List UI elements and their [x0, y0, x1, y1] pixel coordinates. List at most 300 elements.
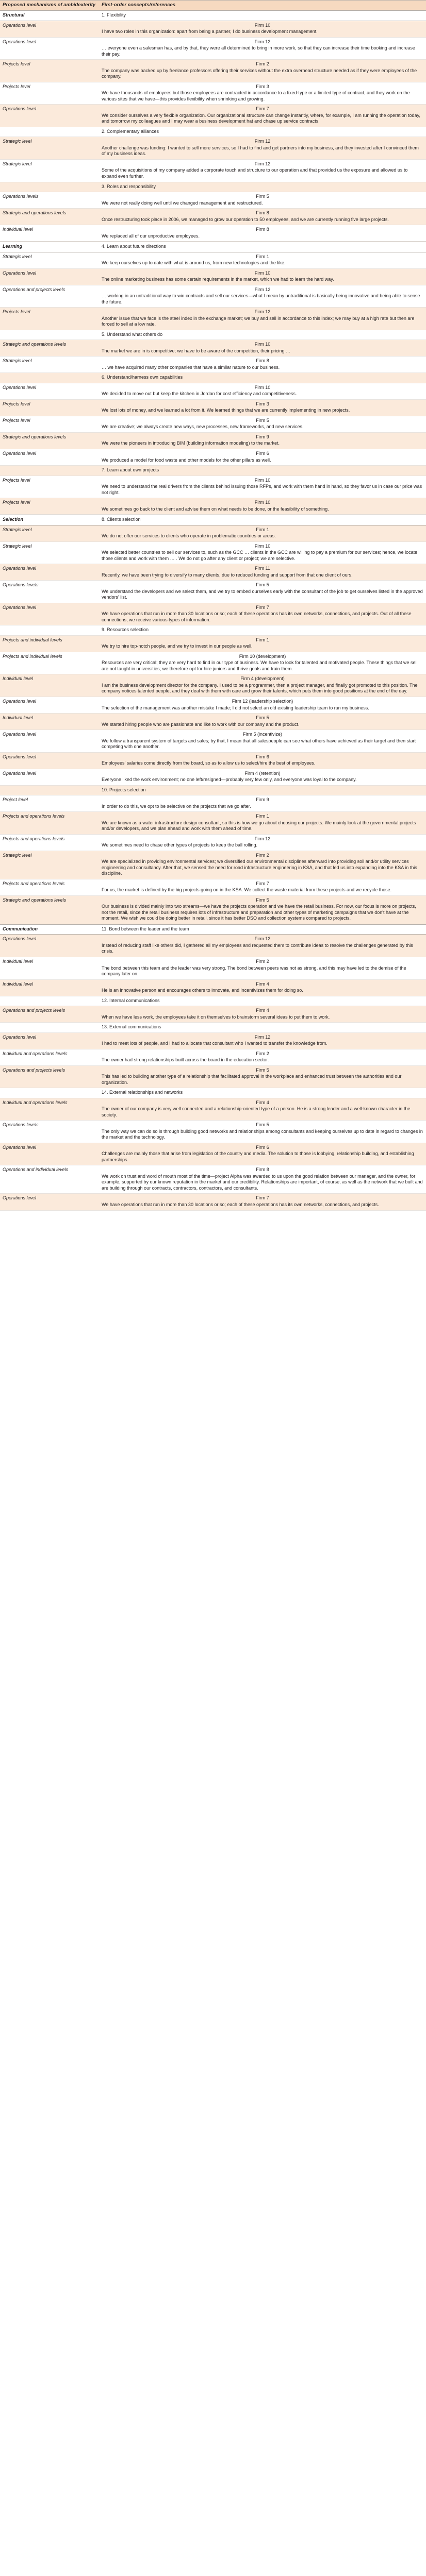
- quote-text: We work on trust and word of mouth most of the time—project Alpha was awarded to us upon the good relation between our manager, and the owner, for example, supported by our known reputation in the market and our credibility. Relationships are important, of course, as well as the network that we built and are building through our contracts, contractors, contractors, and consultants.: [102, 1173, 423, 1191]
- table-row: [0, 252, 426, 269]
- concept-heading: 13. External communications: [102, 1024, 161, 1030]
- concept-cell: [99, 786, 426, 795]
- quote-text: We replaced all of our unproductive employees.: [102, 233, 200, 239]
- concept-cell: [99, 674, 426, 697]
- mechanism-level: Operations and projects levels: [3, 286, 65, 292]
- table-row: [0, 60, 426, 82]
- table-row: [0, 957, 426, 980]
- mechanism-level: Operations level: [3, 732, 37, 737]
- quote-text: We sometimes need to chase other types of projects to keep the ball rolling.: [102, 842, 257, 848]
- mechanism-level: Strategic level: [3, 543, 32, 549]
- table-row: [0, 564, 426, 581]
- mechanism-level: Operations level: [3, 270, 37, 276]
- table-row: [0, 340, 426, 357]
- concept-cell: [99, 542, 426, 564]
- firm-label: Firm 10: [254, 270, 271, 276]
- table-row: [0, 980, 426, 996]
- concept-cell: [99, 60, 426, 82]
- table-row: [0, 400, 426, 416]
- mechanism-level: Operations and individual levels: [3, 1167, 69, 1173]
- mechanism-level: Operations levels: [3, 582, 39, 588]
- concept-cell: [99, 1165, 426, 1193]
- concept-cell: [99, 127, 426, 137]
- mechanism-level: Projects and individual levels: [3, 637, 62, 642]
- concept-cell: [99, 308, 426, 330]
- mechanism-level: Operations level: [3, 770, 37, 776]
- section-row: [0, 10, 426, 21]
- firm-label: Firm 12: [254, 139, 271, 144]
- table-row: [0, 433, 426, 449]
- firm-label: Firm 4: [256, 1008, 269, 1013]
- mechanism-level: Individual level: [3, 959, 34, 964]
- concept-cell: [99, 357, 426, 372]
- concept-cell: [99, 515, 426, 525]
- mechanism-level: [0, 996, 99, 1006]
- concept-heading: 5. Understand what others do: [102, 331, 163, 337]
- concept-cell: [99, 1194, 426, 1210]
- mechanism-level: Operations level: [3, 1034, 37, 1040]
- section-row: [0, 182, 426, 193]
- concept-cell: [99, 935, 426, 957]
- quote-text: The company was backed up by freelance professors offering their services without the extra overhead structure needed as if they were employees of the company.: [102, 67, 417, 79]
- firm-label: Firm 1: [256, 814, 269, 819]
- quote-text: We have thousands of employees but those employees are contracted in accordance to a fixed-type or a limited type of contract, and they work on the various sites that we have—this provides flexibility when shrinking and growing.: [102, 90, 410, 101]
- mechanism-level: Operations level: [3, 754, 37, 759]
- quote-text: Some of the acquisitions of my company added a corporate touch and structure to our operation and that provided us the exposure and allowed us to expand even further.: [102, 167, 408, 179]
- firm-label: Firm 6: [256, 754, 269, 759]
- mechanism-level: Operations level: [3, 1195, 37, 1201]
- mechanism-level: Operations and projects levels: [3, 1008, 65, 1013]
- quote-text: … we have acquired many other companies that have a similar nature to our business.: [102, 364, 280, 370]
- concept-cell: [99, 1033, 426, 1049]
- section-row: [0, 127, 426, 138]
- table-row: [0, 1049, 426, 1066]
- concept-cell: [99, 498, 426, 514]
- mechanism-level: Operations level: [3, 22, 37, 28]
- quote-text: In order to do this, we opt to be selective on the projects that we go after.: [102, 803, 251, 809]
- concept-cell: [99, 730, 426, 752]
- table-row: [0, 1066, 426, 1089]
- firm-label: Firm 2: [256, 61, 269, 67]
- table-row: [0, 209, 426, 225]
- concept-cell: [99, 433, 426, 449]
- mechanism-level: Strategic and operations levels: [3, 210, 67, 216]
- firm-label: Firm 5 (incentivize): [242, 732, 282, 737]
- table-row: [0, 225, 426, 242]
- table-row: [0, 526, 426, 542]
- firm-label: Firm 12: [254, 309, 271, 315]
- firm-label: Firm 12: [254, 39, 271, 44]
- table-row: [0, 21, 426, 38]
- table-row: [0, 674, 426, 697]
- firm-label: Firm 7: [256, 880, 269, 886]
- table-row: [0, 192, 426, 209]
- mechanism-level: Operations levels: [3, 194, 39, 199]
- concept-cell: [99, 526, 426, 541]
- section-row: [0, 242, 426, 252]
- table-body: [0, 10, 426, 1210]
- concept-cell: [99, 192, 426, 208]
- concept-heading: 12. Internal communications: [102, 997, 160, 1003]
- quote-text: The bond between this team and the leader was very strong. The bond between peers was not as strong, and this may have led to the demise of the company later on.: [102, 965, 406, 977]
- firm-label: Firm 12: [254, 1034, 271, 1040]
- table-row: [0, 714, 426, 730]
- table-row: [0, 1143, 426, 1166]
- mechanism-level: Individual and operations levels: [3, 1099, 68, 1105]
- table-header: [0, 0, 426, 10]
- concept-cell: [99, 373, 426, 383]
- firm-label: Firm 5: [256, 1067, 269, 1073]
- quote-text: The selection of the management was another mistake I made; I did not select an old existing leadership team to run my business.: [102, 705, 369, 710]
- mechanism-level: Operations and projects levels: [3, 1067, 65, 1073]
- concept-cell: [99, 225, 426, 241]
- firm-label: Firm 5: [256, 1122, 269, 1128]
- mechanism-level: [0, 127, 99, 137]
- firm-label: Firm 12: [254, 286, 271, 292]
- table-row: [0, 1033, 426, 1049]
- quote-text: Employees' salaries come directly from the board, so as to allow us to select/hire the best of employees.: [102, 760, 316, 766]
- firm-label: Firm 4 (retention): [244, 770, 281, 776]
- table-row: [0, 542, 426, 565]
- section-row: [0, 625, 426, 636]
- firm-label: Firm 10: [254, 477, 271, 483]
- quote-text: We sometimes go back to the client and advise them on what needs to be done, or the feasibility of something.: [102, 506, 329, 512]
- quote-text: We need to understand the real drivers from the clients behind issuing those RFPs, and work with them hand in hand, so they favor us in case our price was not right.: [102, 484, 422, 495]
- concept-cell: [99, 1121, 426, 1143]
- concept-cell: [99, 285, 426, 308]
- table-row: [0, 498, 426, 515]
- concept-cell: [99, 383, 426, 399]
- mechanism-level: Projects and operations levels: [3, 880, 65, 886]
- concept-cell: [99, 925, 426, 935]
- table-row: [0, 416, 426, 433]
- quote-text: We were not really doing well until we changed management and restructured.: [102, 200, 263, 206]
- concept-cell: [99, 636, 426, 652]
- quote-text: I am the business development director for the company. I used to be a programmer, then a project manager, and finally got promoted to this position. The company notices talented people, and they deal with them with care and grow their talents, which puts them into good positions at the end of the day.: [102, 682, 418, 694]
- concept-cell: [99, 252, 426, 268]
- mechanism-level: Strategic level: [3, 253, 32, 259]
- table-row: [0, 449, 426, 466]
- concept-cell: [99, 697, 426, 713]
- mechanism-level: Individual level: [3, 981, 34, 987]
- mechanism-level: Communication: [3, 926, 38, 931]
- quote-text: We follow a transparent system of targets and sales; by that, I mean that all salespeople can see what others have achieved as their target and then start competing with one another.: [102, 738, 416, 750]
- section-row: [0, 786, 426, 796]
- concept-cell: [99, 714, 426, 730]
- table-row: [0, 269, 426, 285]
- firm-label: Firm 5: [256, 417, 269, 423]
- concept-cell: [99, 137, 426, 159]
- quote-text: The market we are in is competitive; we have to be aware of the competition, their pricing …: [102, 348, 291, 353]
- firm-label: Firm 6: [256, 451, 269, 456]
- firm-label: Firm 2: [256, 959, 269, 964]
- quote-text: We decided to move out but keep the kitchen in Jordan for cost efficiency and competitiveness.: [102, 391, 297, 397]
- table-row: [0, 581, 426, 603]
- firm-label: Firm 12: [254, 936, 271, 942]
- section-row: [0, 373, 426, 383]
- firm-label: Firm 8: [256, 1167, 269, 1173]
- mechanism-level: Strategic level: [3, 358, 32, 364]
- mechanism-level: Operations level: [3, 604, 37, 610]
- concept-cell: [99, 340, 426, 356]
- firm-label: Firm 4: [256, 981, 269, 987]
- quote-text: We have operations that run in more than 30 locations or so; each of these operations has its own networks, connections, and projects.: [102, 1201, 379, 1207]
- quote-text: … working in an untraditional way to win contracts and sell our services—what I mean by untraditional is basically being innovative and being able to sense the future.: [102, 293, 420, 304]
- concept-cell: [99, 269, 426, 285]
- mechanism-level: [0, 1023, 99, 1032]
- concept-heading: 9. Resources selection: [102, 627, 149, 633]
- firm-label: Firm 10 (development): [239, 653, 286, 659]
- concept-cell: [99, 1066, 426, 1088]
- firm-label: Firm 1: [256, 637, 269, 642]
- mechanism-level: Individual level: [3, 676, 34, 682]
- mechanism-level: Operations level: [3, 106, 37, 112]
- quote-text: We produced a model for food waste and other models for the other pillars as well.: [102, 457, 271, 463]
- quote-text: This has led to building another type of a relationship that facilitated approval in the workplace and enhanced trust between the authorities and our organization.: [102, 1074, 402, 1085]
- mechanism-level: Projects and operations levels: [3, 836, 65, 841]
- quote-text: We selected better countries to sell our services to, such as the GCC … clients in the GCC are willing to pay a premium for our services; hence, we locate those clients and work with them … . We do not go after any client or project; we are selective.: [102, 550, 418, 561]
- firm-label: Firm 3: [256, 401, 269, 406]
- quote-text: We understand the developers and we select them, and we try to embed ourselves early with the consultant of the job to get ourselves listed in the approved vendors' list.: [102, 588, 423, 600]
- firm-label: Firm 5: [256, 715, 269, 721]
- concept-heading: 3. Roles and responsibility: [102, 183, 156, 189]
- concept-cell: [99, 38, 426, 60]
- mechanism-level: [0, 1088, 99, 1098]
- table-row: [0, 812, 426, 835]
- firm-label: Firm 5: [256, 194, 269, 199]
- quote-text: Challenges are mainly those that arise from legislation of the country and media. The solution to those is lobbying, relationship building, and establishing partnerships.: [102, 1151, 414, 1162]
- quote-text: The only way we can do so is through building good networks and relationships among consultants and keeping ourselves up to date in regard to changes in the market and the technology.: [102, 1128, 423, 1140]
- concept-cell: [99, 416, 426, 432]
- mechanism-level: [0, 373, 99, 383]
- mechanism-level: Projects and individual levels: [3, 653, 62, 659]
- section-row: [0, 330, 426, 341]
- mechanism-level: Strategic and operations levels: [3, 434, 67, 439]
- firm-label: Firm 10: [254, 500, 271, 505]
- mechanism-level: Projects level: [3, 309, 30, 315]
- quote-text: We do not offer our services to clients who operate in problematic countries or areas.: [102, 533, 276, 539]
- quote-text: For us, the market is defined by the big projects going on in the KSA. We collect the waste material from these projects and we recycle those.: [102, 887, 392, 893]
- concept-cell: [99, 564, 426, 580]
- quote-text: The owner of our company is very well connected and a relationship-oriented type of a person. He is a strong leader and a well-known character in the society.: [102, 1106, 411, 1117]
- header-mechanisms: Proposed mechanisms of ambidexterity: [3, 2, 96, 8]
- concept-cell: [99, 835, 426, 851]
- table-row: [0, 1121, 426, 1143]
- mechanism-level: Operations level: [3, 566, 37, 571]
- mechanism-level: Projects level: [3, 500, 30, 505]
- table-row: [0, 383, 426, 400]
- table-row: [0, 896, 426, 924]
- table-row: [0, 160, 426, 182]
- mechanism-level: Strategic level: [3, 527, 32, 532]
- firm-label: Firm 8: [256, 358, 269, 364]
- concept-heading: 7. Learn about own projects: [102, 467, 159, 473]
- quote-text: We were the pioneers in introducing BIM (building information modeling) to the market.: [102, 440, 280, 446]
- table-row: [0, 1194, 426, 1210]
- table-row: [0, 285, 426, 308]
- quote-text: We are creative; we always create new ways, new processes, new frameworks, and new services.: [102, 424, 304, 430]
- concept-cell: [99, 812, 426, 834]
- concept-cell: [99, 82, 426, 105]
- mechanism-level: Projects level: [3, 83, 30, 89]
- firm-label: Firm 7: [256, 1195, 269, 1201]
- firm-label: Firm 7: [256, 604, 269, 610]
- concept-cell: [99, 753, 426, 769]
- quote-text: I had to meet lots of people, and I had to allocate that consultant who I wanted to transfer the knowledge from.: [102, 1041, 327, 1046]
- concept-cell: [99, 1098, 426, 1121]
- firm-label: Firm 10: [254, 384, 271, 390]
- quote-text: Instead of reducing staff like others did, I gathered all my employees and requested them to contribute ideas to resolve the challenges generated by this crisis.: [102, 942, 413, 954]
- concept-cell: [99, 957, 426, 979]
- firm-label: Firm 4: [256, 1099, 269, 1105]
- firm-label: Firm 12 (leadership selection): [232, 698, 293, 704]
- quote-text: We have operations that run in more than 30 locations or so; each of these operations has its own networks, connections, and projects. Out of all these connections, we receive various types of information.: [102, 611, 412, 622]
- table-row: [0, 697, 426, 714]
- mechanism-level: Structural: [3, 12, 25, 18]
- firm-label: Firm 6: [256, 1144, 269, 1150]
- firm-label: Firm 12: [254, 836, 271, 841]
- concept-cell: [99, 603, 426, 625]
- mechanism-level: Strategic level: [3, 161, 32, 166]
- concept-cell: [99, 795, 426, 811]
- table-row: [0, 795, 426, 812]
- mechanism-level: [0, 786, 99, 795]
- concept-heading: 11. Bond between the leader and the team: [102, 926, 189, 931]
- concept-cell: [99, 980, 426, 996]
- mechanism-level: [0, 330, 99, 340]
- table-row: [0, 82, 426, 105]
- concept-cell: [99, 581, 426, 603]
- quote-text: Everyone liked the work environment; no one left/resigned—probably very few only, and everyone was loyal to the company.: [102, 777, 357, 783]
- table-row: [0, 603, 426, 626]
- concept-cell: [99, 896, 426, 924]
- table-row: [0, 105, 426, 127]
- table-row: [0, 137, 426, 160]
- table-row: [0, 308, 426, 330]
- concept-cell: [99, 851, 426, 879]
- table-row: [0, 753, 426, 769]
- mechanism-level: Projects level: [3, 417, 30, 423]
- quote-text: He is an innovative person and encourages others to innovate, and incentivizes them for doing so.: [102, 988, 303, 993]
- quote-text: I have two roles in this organization: apart from being a partner, I do business development management.: [102, 29, 318, 35]
- firm-label: Firm 4 (development): [240, 676, 285, 682]
- concept-cell: [99, 1088, 426, 1098]
- firm-label: Firm 10: [254, 22, 271, 28]
- concept-cell: [99, 21, 426, 37]
- concept-cell: [99, 625, 426, 635]
- section-row: [0, 466, 426, 476]
- quote-text: We try to hire top-notch people, and we try to invest in our people as well.: [102, 643, 253, 649]
- firm-label: Firm 7: [256, 106, 269, 112]
- mechanism-level: Operations level: [3, 1144, 37, 1150]
- firm-label: Firm 2: [256, 1050, 269, 1056]
- firm-label: Firm 11: [255, 566, 270, 571]
- concept-cell: [99, 160, 426, 182]
- mechanism-level: Operations level: [3, 39, 37, 44]
- firm-label: Firm 10: [254, 342, 271, 347]
- firm-label: Firm 8: [256, 227, 269, 232]
- quote-text: Once restructuring took place in 2006, we managed to grow our operation to 50 employees, and we are currently running five large projects.: [102, 216, 389, 222]
- table-row: [0, 835, 426, 851]
- firm-label: Firm 8: [256, 210, 269, 216]
- concept-cell: [99, 652, 426, 674]
- quote-text: We are known as a water infrastructure design consultant, so this is how we go about choosing our projects. We mainly look at the governmental projects and/or developers, and we plan ahead and work with them ahead of time.: [102, 820, 416, 832]
- mechanism-level: Projects and operations levels: [3, 814, 65, 819]
- concept-cell: [99, 182, 426, 192]
- concept-cell: [99, 476, 426, 498]
- mechanism-level: Learning: [3, 244, 23, 249]
- table-row: [0, 1006, 426, 1023]
- table-row: [0, 636, 426, 652]
- mechanism-level: Operations level: [3, 698, 37, 704]
- mechanisms-table: [0, 0, 426, 1211]
- firm-label: Firm 5: [256, 582, 269, 588]
- mechanism-level: Operations level: [3, 936, 37, 942]
- mechanism-level: Selection: [3, 517, 24, 522]
- quote-text: We lost lots of money, and we learned a lot from it. We learned things that we are currently implementing in new projects.: [102, 408, 350, 413]
- quote-text: Recently, we have been trying to diversify to many clients, due to reduced funding and support from that one client of ours.: [102, 572, 353, 578]
- firm-label: Firm 2: [256, 852, 269, 858]
- quote-text: … everyone even a salesman has, and by that, they were all determined to bring in more work, so that they can increase their time booking and increase their pay.: [102, 45, 415, 57]
- firm-label: Firm 3: [256, 83, 269, 89]
- mechanism-level: Project level: [3, 797, 28, 803]
- concept-cell: [99, 1143, 426, 1165]
- concept-cell: [99, 400, 426, 416]
- mechanism-level: [0, 182, 99, 192]
- table-row: [0, 935, 426, 957]
- firm-label: Firm 1: [256, 253, 269, 259]
- quote-text: We started hiring people who are passionate and like to work with our company and the product.: [102, 721, 300, 727]
- concept-cell: [99, 996, 426, 1006]
- concept-heading: 10. Projects selection: [102, 787, 146, 792]
- concept-cell: [99, 105, 426, 127]
- concept-cell: [99, 209, 426, 225]
- quote-text: We keep ourselves up to date with what is around us, from new technologies and the like.: [102, 260, 286, 266]
- firm-label: Firm 5: [256, 897, 269, 903]
- concept-heading: 6. Understand/harness own capabilities: [102, 375, 183, 380]
- concept-cell: [99, 879, 426, 895]
- mechanism-level: Operations level: [3, 451, 37, 456]
- table-row: [0, 730, 426, 753]
- concept-cell: [99, 11, 426, 21]
- mechanism-level: Strategic and operations levels: [3, 897, 67, 903]
- table-row: [0, 1098, 426, 1121]
- concept-heading: 8. Clients selection: [102, 517, 141, 522]
- section-row: [0, 996, 426, 1007]
- firm-label: Firm 10: [254, 543, 271, 549]
- quote-text: When we have less work, the employees take it on themselves to brainstorm several ideas to put them to work.: [102, 1014, 330, 1020]
- firm-label: Firm 12: [254, 161, 271, 166]
- mechanism-level: Projects level: [3, 477, 30, 483]
- firm-label: Firm 9: [256, 434, 269, 439]
- concept-cell: [99, 466, 426, 476]
- table-row: [0, 851, 426, 879]
- table-row: [0, 769, 426, 786]
- quote-text: Another issue that we face is the steel index in the exchange market; we buy and sell in accordance to this index; we may buy at a high rate but then are forced to sell at a low rate.: [102, 315, 415, 327]
- mechanism-level: [0, 466, 99, 476]
- concept-heading: 1. Flexibility: [102, 12, 126, 18]
- mechanism-level: Projects level: [3, 401, 30, 406]
- table-row: [0, 1165, 426, 1194]
- quote-text: The owner had strong relationships built across the board in the education sector.: [102, 1057, 269, 1063]
- mechanism-level: [0, 625, 99, 635]
- concept-heading: 4. Learn about future directions: [102, 244, 166, 249]
- concept-cell: [99, 330, 426, 340]
- mechanism-level: Strategic level: [3, 139, 32, 144]
- mechanism-level: Operations level: [3, 384, 37, 390]
- concept-cell: [99, 1049, 426, 1065]
- mechanism-level: Operations levels: [3, 1122, 39, 1128]
